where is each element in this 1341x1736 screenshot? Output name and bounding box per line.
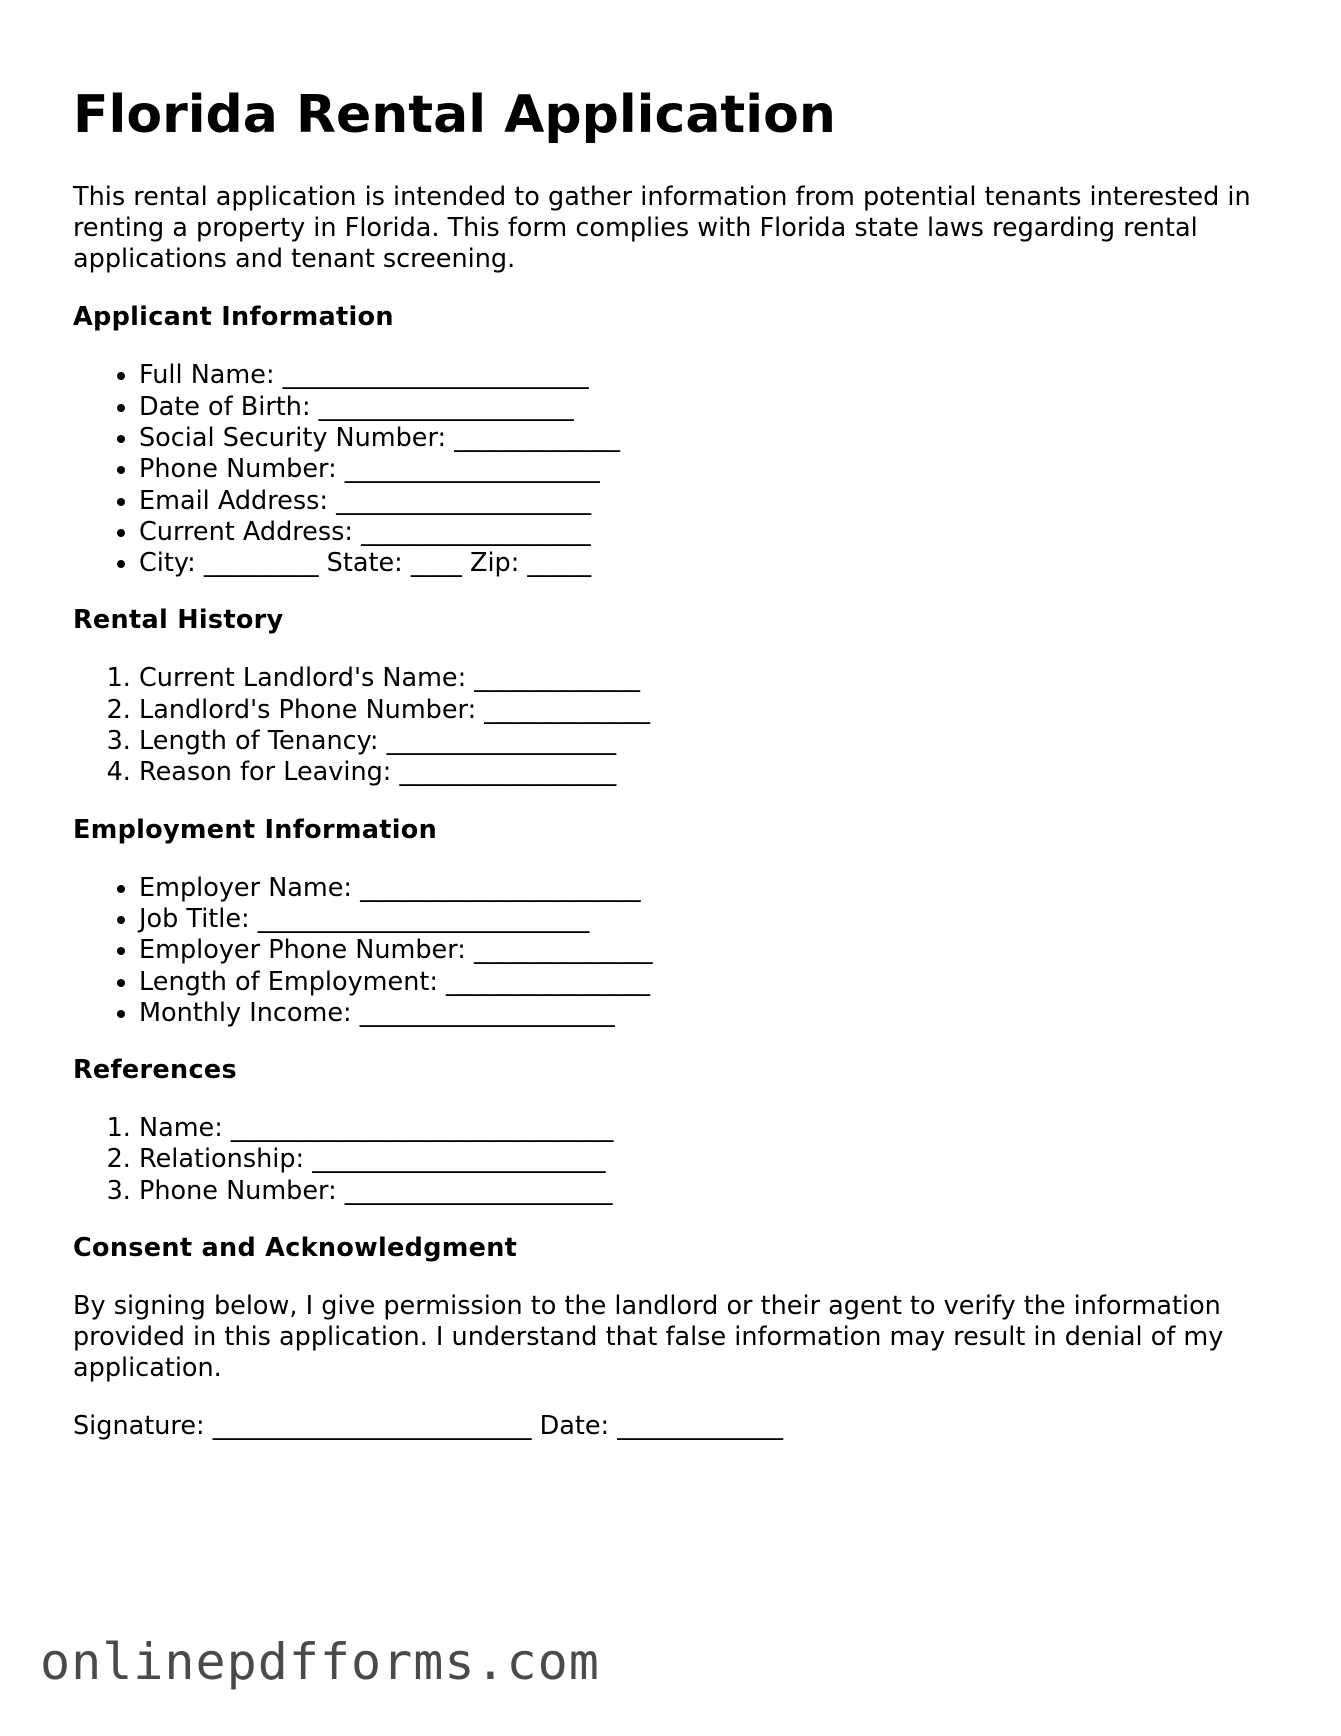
rental-history-heading: Rental History [73,605,284,636]
employment-heading: Employment Information [73,814,438,845]
list-item-monthly-income: • Monthly Income: ____________________ [139,998,1273,1029]
list-item-landlord-name: 1. Current Landlord's Name: _____________ [139,663,1273,694]
page-title: Florida Rental Application [73,85,836,145]
list-item-reference-name: 1. Name: ______________________________ [139,1113,1273,1144]
list-item-reference-phone: 3. Phone Number: _____________________ [139,1176,1273,1207]
consent-heading: Consent and Acknowledgment [73,1233,518,1264]
applicant-list [73,360,1273,579]
document-page [73,84,1273,1442]
list-item-length-of-tenancy: 3. Length of Tenancy: __________________ [139,726,1273,757]
list-item-full-name: • Full Name: ________________________ [139,360,1273,391]
list-item-job-title: • Job Title: __________________________ [139,904,1273,935]
employment-list [73,873,1273,1029]
list-item-reference-relationship: 2. Relationship: _______________________ [139,1144,1273,1175]
list-item-city-state-zip: • City: _________ State: ____ Zip: _____ [139,548,1273,579]
list-item-reason-for-leaving: 4. Reason for Leaving: _________________ [139,757,1273,788]
list-item-current-address: • Current Address: __________________ [139,517,1273,548]
list-item-ssn: • Social Security Number: _____________ [139,423,1273,454]
references-list [73,1113,1273,1207]
consent-paragraph: By signing below, I give permission to the landlord or their agent to verify the information provided in this application. I understand that false information may result in denial of my application. [73,1291,1224,1384]
list-item-date-of-birth: • Date of Birth: ____________________ [139,392,1273,423]
signature-date-line: Signature: _________________________ Date: _____________ [73,1411,783,1442]
list-item-length-of-employment: • Length of Employment: ________________ [139,967,1273,998]
list-item-employer-phone: • Employer Phone Number: ______________ [139,935,1273,966]
list-item-email: • Email Address: ____________________ [139,486,1273,517]
watermark: onlinepdfforms.com [40,1633,600,1691]
applicant-heading: Applicant Information [73,302,394,333]
list-item-employer-name: • Employer Name: ______________________ [139,873,1273,904]
intro-paragraph: This rental application is intended to gather information from potential tenants interested in renting a property in Florida. This form complies with Florida state laws regarding rental applications and tenant screening. [73,182,1251,275]
rental-history-list [73,663,1273,788]
references-heading: References [73,1055,237,1086]
list-item-phone: • Phone Number: ____________________ [139,454,1273,485]
list-item-landlord-phone: 2. Landlord's Phone Number: _____________ [139,695,1273,726]
